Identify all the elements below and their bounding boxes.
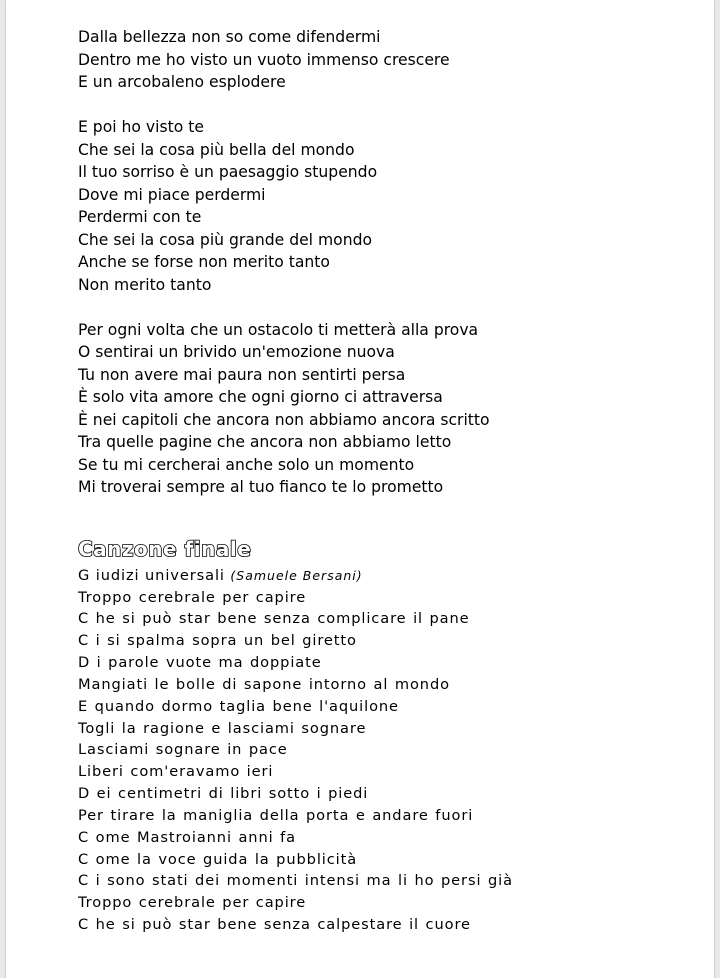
lyric-line: E un arcobaleno esplodere [78,73,286,91]
stanza-3 [78,319,698,499]
final-song-lyrics [78,587,698,937]
page-content [78,26,698,936]
lyric-line: Se tu mi cercherai anche solo un momento [78,455,415,474]
lyric-line: Che sei la cosa più grande del mondo [78,230,373,249]
lyric-line: C ome Mastroianni anni fa [78,828,296,846]
lyric-line: Liberi com'eravamo ieri [78,763,274,781]
lyric-line: Togli la ragione e lasciami sognare [78,719,367,737]
document-page [6,0,714,978]
lyric-line: Non merito tanto [78,275,212,294]
song-author: (Samuele Bersani) [230,567,363,583]
lyric-line: Lasciami sognare in pace [78,741,288,759]
lyric-line: Mangiati le bolle di sapone intorno al mondo [78,675,450,693]
lyric-line: Troppo cerebrale per capire [78,588,307,606]
stanza-spacer [78,94,698,117]
lyric-line: Che sei la cosa più bella del mondo [78,140,355,159]
lyric-line: O sentirai un brivido un'emozione nuova [78,343,395,361]
lyric-line: E poi ho visto te [78,118,204,136]
lyric-line: C ome la voce guida la pubblicità [78,850,358,868]
stanza-2 [78,116,698,296]
lyric-line: È solo vita amore che ogni giorno ci attraversa [78,388,443,406]
lyric-line: Tu non avere mai paura non sentirti persa [78,365,406,384]
lyric-line: Dalla bellezza non so come difendermi [78,28,381,46]
lyric-line: Dove mi piace perdermi [78,185,266,204]
lyric-line: C i si spalma sopra un bel giretto [78,632,357,650]
lyric-line: Mi troverai sempre al tuo fianco te lo prometto [78,478,444,496]
lyric-line: Per tirare la maniglia della porta e andare fuori [78,806,474,824]
lyric-line: Troppo cerebrale per capire [78,894,307,912]
stanza-1 [78,26,698,94]
lyric-line: Perdermi con te [78,208,202,226]
lyric-line: Anche se forse non merito tanto [78,253,330,271]
section-heading: Canzone finale [78,536,252,561]
song-title-line [78,565,698,587]
lyric-line: È nei capitoli che ancora non abbiamo ancora scritto [78,410,490,429]
lyric-line: Per ogni volta che un ostacolo ti metterà alla prova [78,320,479,339]
lyric-line: D ei centimetri di libri sotto i piedi [78,785,369,803]
lyric-line: Il tuo sorriso è un paesaggio stupendo [78,163,378,181]
song-title: G iudizi universali [78,566,231,584]
lyric-line: D i parole vuote ma doppiate [78,654,322,672]
stanza-spacer [78,296,698,319]
lyric-line: C i sono stati dei momenti intensi ma li ho persi già [78,872,513,890]
lyric-line: Tra quelle pagine che ancora non abbiamo letto [78,433,452,451]
lyric-line: C he si può star bene senza calpestare il cuore [78,916,471,934]
lyric-line: Dentro me ho visto un vuoto immenso crescere [78,50,450,69]
lyric-line: C he si può star bene senza complicare il pane [78,610,470,628]
lyric-line: E quando dormo taglia bene l'aquilone [78,697,399,715]
